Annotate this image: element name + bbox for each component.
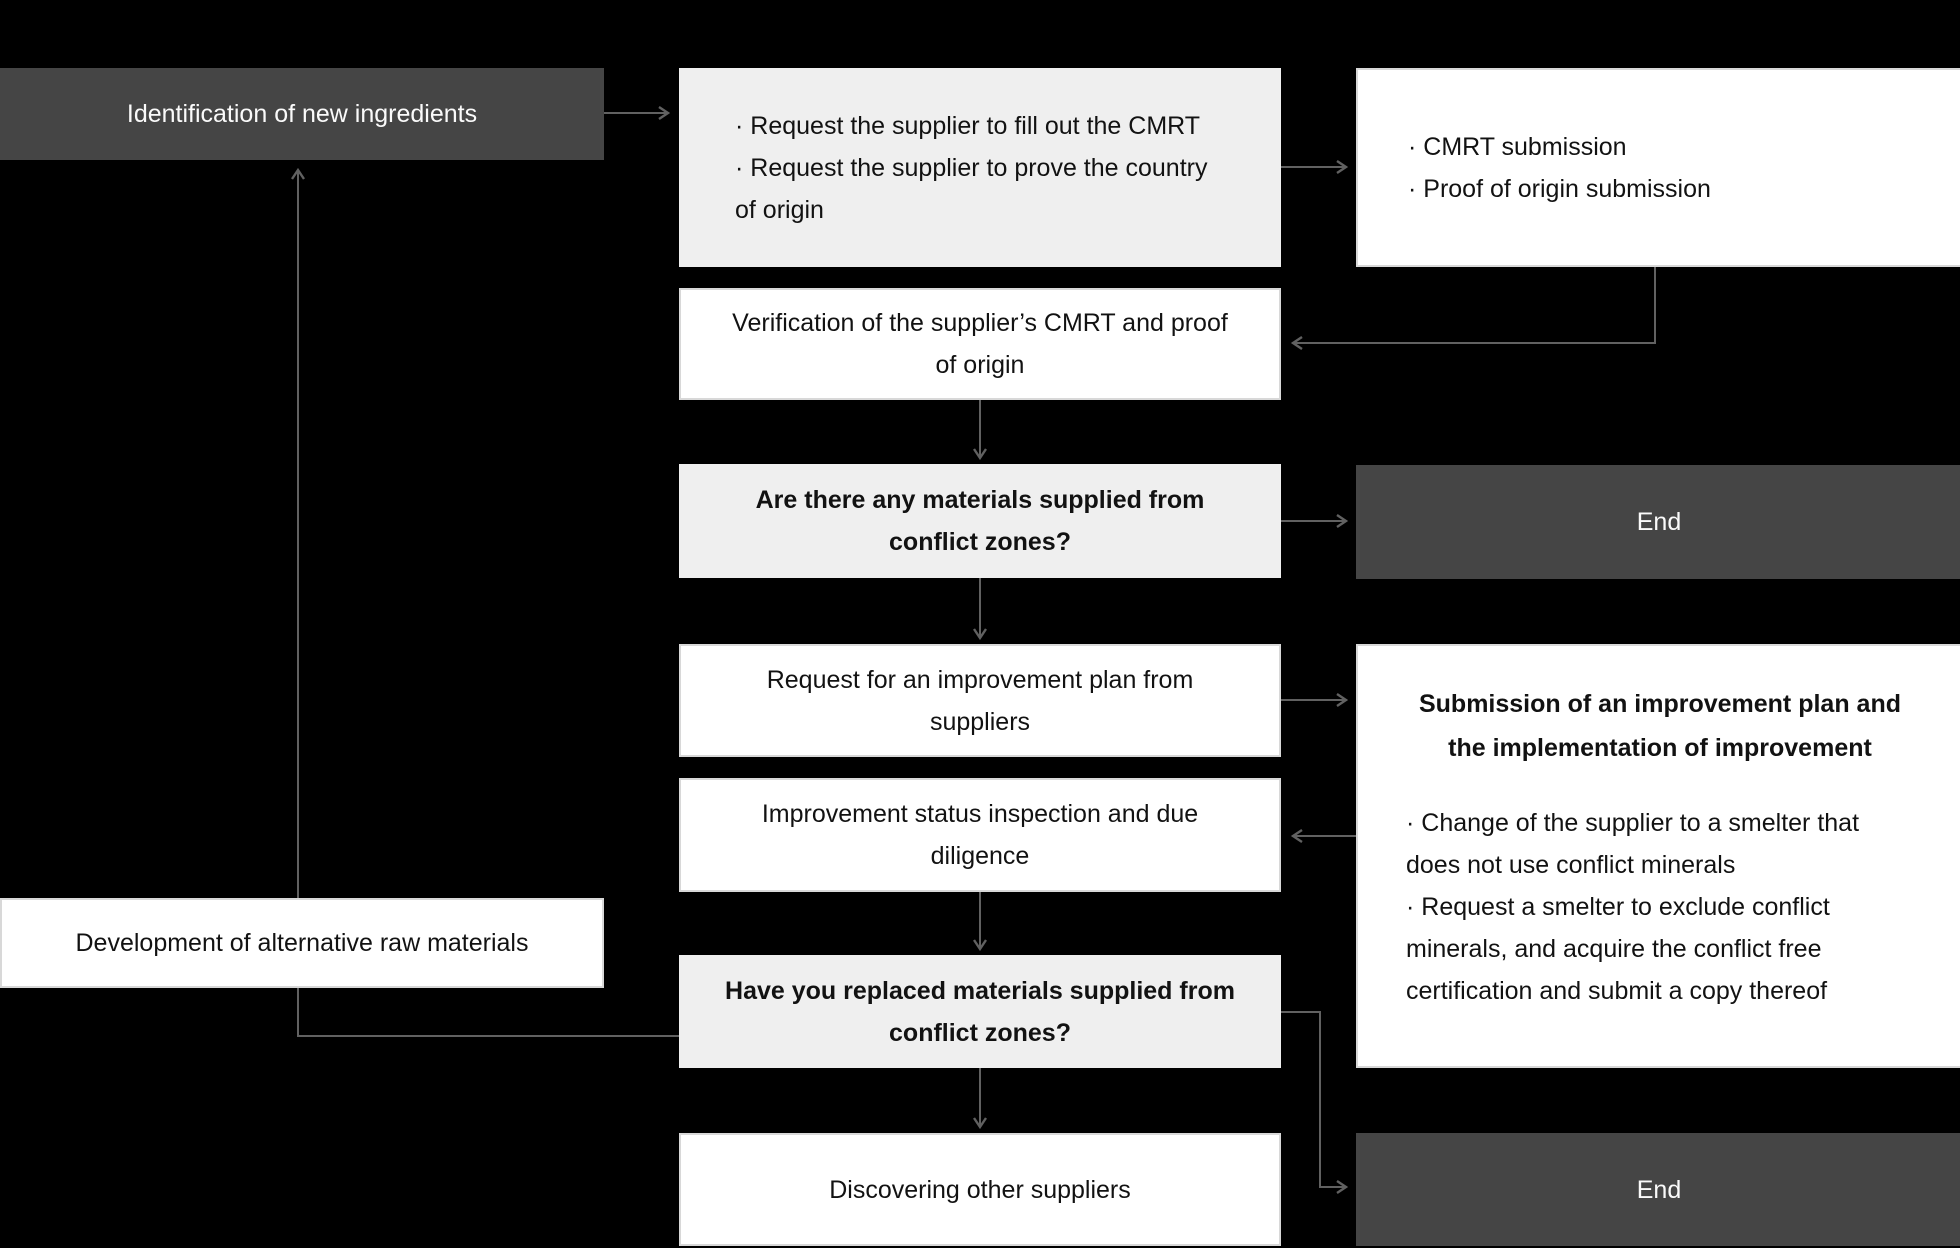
flow-node-replace-question-label: Have you replaced materials supplied from conflict zones? [725,976,1235,1047]
flow-node-end-top-label: End [1636,508,1682,536]
connector-cmrt-submission-to-verification [1293,267,1655,343]
request-supplier-bullet-1: · Request the supplier to fill out the CMRT [735,111,1201,140]
submission-plan-bullets [1406,802,1914,1012]
flow-node-identification [0,68,604,160]
flow-node-end-bottom-label: End [1636,1175,1682,1204]
flow-node-conflict-question-label: Are there any materials supplied from conflict zones? [755,486,1205,556]
flow-node-request-plan [679,644,1281,757]
flow-node-submission-plan [1356,644,1960,1068]
flow-node-verification [679,288,1281,400]
submission-plan-bullet-1: · Change of the supplier to a smelter that does not use conflict minerals [1406,809,1860,879]
flow-node-replace-question [679,955,1281,1068]
flow-node-request-plan-label: Request for an improvement plan from suppliers [766,665,1194,736]
submission-plan-bullet-2: · Request a smelter to exclude conflict minerals, and acquire the conflict free certification and submit a copy thereof [1406,893,1830,1005]
cmrt-submission-bullet-2: · Proof of origin submission [1408,174,1711,203]
flow-node-development [0,898,604,988]
flow-node-development-label: Development of alternative raw materials [75,929,529,957]
connector-replace-question-to-end-bottom [1281,1012,1346,1187]
flow-node-identification-label: Identification of new ingredients [126,100,478,128]
flow-node-cmrt-submission [1356,68,1960,267]
request-supplier-bullet-2: · Request the supplier to prove the country of origin [735,153,1208,224]
flow-node-discovering-label: Discovering other suppliers [829,1175,1131,1204]
flow-node-end-top [1356,465,1960,579]
flow-node-discovering [679,1133,1281,1246]
flow-node-improvement-status-label: Improvement status inspection and due diligence [761,800,1199,870]
flow-node-conflict-question [679,464,1281,578]
flow-node-verification-label: Verification of the supplier’s CMRT and proof of origin [732,309,1228,379]
flow-node-improvement-status [679,778,1281,892]
submission-plan-title: Submission of an improvement plan and the implementation of improvement [1418,690,1901,762]
flow-node-end-bottom [1356,1133,1960,1246]
cmrt-submission-bullet-1: · CMRT submission [1408,132,1627,161]
flow-node-request-supplier [679,68,1281,267]
